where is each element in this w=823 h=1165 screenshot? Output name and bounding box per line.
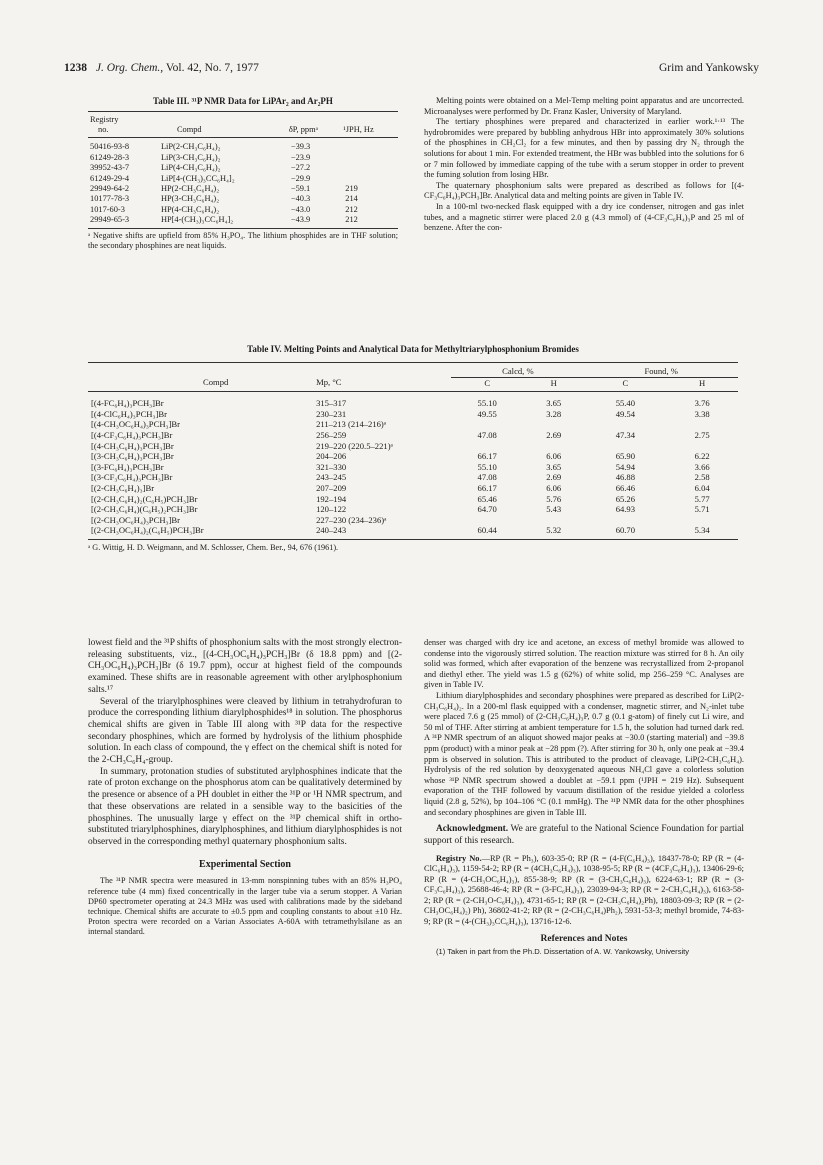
- calcd-c-cell: 65.46: [477, 493, 497, 504]
- paragraph: lowest field and the ³¹P shifts of phosphonium salts with the most strongly electron-releasing substituents, viz., [(4-CH₃OC₆H₄)₃PCH₃]Br (δ 18.8 ppm) and [(2-CH₃OC₆H₄)₃PCH₃]Br (δ 19.7 ppm), occur at highest field of the compounds examined. These shifts are in reasonable agreement with other arylphosphonium salts.¹⁷: [88, 638, 402, 695]
- found-h-cell: 6.04: [694, 482, 710, 493]
- found-h-cell: [666, 515, 738, 526]
- calcd-c-cell: 64.70: [477, 504, 497, 515]
- found-c-cell: 55.40: [615, 398, 636, 409]
- registry-no-cell: 29949-64-2: [90, 184, 130, 194]
- compound-cell: [(3-CF₃C₆H₄)₃PCH₃]Br: [91, 472, 173, 483]
- registry-no-cell: 39952-43-7: [90, 163, 130, 173]
- compound-cell: LiP(3-CH₃C₆H₄)₂: [160, 152, 221, 162]
- calcd-h-cell: 5.76: [546, 493, 562, 504]
- table-row: [88, 174, 398, 184]
- registry-no-cell: 10177-78-3: [90, 194, 130, 204]
- table-row: [88, 409, 738, 420]
- found-c-cell: 64.93: [615, 504, 636, 515]
- paragraph: Several of the triarylphosphines were cleaved by lithium in tetrahydrofuran to produce the corresponding lithium diarylphosphides¹⁸ in solution. The phosphorus chemical shifts are given in Table III along with ³¹P data for the respective secondary phosphines, which are formed by hydrolysis of the lithium phosphide solution. In each class of compound, the γ effect on the chemical shift is noted for the 2-CH₃C₆H₄-group.: [88, 696, 402, 766]
- calcd-h-cell: 3.65: [546, 398, 562, 409]
- shift-cell: −23.9: [290, 152, 311, 162]
- calcd-h-cell: 6.06: [546, 482, 562, 493]
- calcd-h-cell: 2.69: [546, 429, 562, 440]
- table-iii: [88, 111, 398, 229]
- found-c-cell: 60.70: [584, 525, 666, 539]
- calcd-c-cell: 47.08: [477, 472, 497, 483]
- mp-cell: 207–209: [316, 482, 347, 493]
- found-c-cell: [584, 515, 666, 526]
- table-iv-header-calcd-c: C: [451, 377, 523, 392]
- table-row: [88, 494, 738, 505]
- table-row: [88, 504, 738, 515]
- table-row: [88, 430, 738, 441]
- calcd-h-cell: 5.32: [523, 525, 584, 539]
- paragraph: Lithium diarylphosphides and secondary phosphines were prepared as described for LiP(2-CH₃C₆H₄)₂. In a 200-ml flask equipped with a condenser, magnetic stirrer, and N₂-inlet tube were placed 7.6 g (25 mmol) of (2-CH₃C₆H₄)₃P, 0.7 g (0.1 g-atom) of finely cut Li wire, and 50 ml of THF. After stirring at ambient temperature for 1.5 h, the solution had turned dark red. A ³¹P NMR spectrum of an aliquot showed major peaks at −30.0 (starting material) and −39.8 ppm (product) with a minor peak at −28 ppm (?). After stirring for 30 h, only one peak at −39.4 ppm is observed in solution. This is attributed to the product of cleavage, LiP(2-CH₃C₆H₄). Hydrolysis of the red solution by deoxygenated aqueous NH₄Cl gave a colorless solution whose ³¹P NMR spectrum showed a doublet at −59.1 ppm (¹JPH = 219 Hz). Subsequent evaporation of the THF followed by vacuum distillation of the residue yielded a colorless liquid (2.8 g, 52%), bp 104–106 °C (0.1 mmHg). The ³¹P NMR data for the other phosphines and secondary phosphines are given in Table III.: [424, 690, 744, 817]
- table-iv-header-calcd-h: H: [523, 377, 584, 392]
- calcd-h-cell: 3.28: [546, 408, 562, 419]
- calcd-c-cell: [451, 441, 523, 452]
- mp-cell: 204–206: [316, 451, 347, 462]
- found-h-cell: 5.77: [694, 493, 710, 504]
- table-iii-header-shift: δP, ppmᵃ: [287, 125, 341, 138]
- calcd-h-cell: [523, 419, 584, 430]
- calcd-c-cell: [451, 419, 523, 430]
- found-c-cell: [584, 419, 666, 430]
- found-h-cell: [666, 419, 738, 430]
- paragraph: The ³¹P NMR spectra were measured in 13-mm nonspinning tubes with an 85% H₃PO₄ reference tube (4 mm) fixed concentrically in the larger tube via a serum stopper. A Varian DP60 spectrometer operating at 24.3 MHz was used with calibrations made by the sideband technique. Chemical shifts are accurate to ±0.5 ppm and coupling constants to about ±10 Hz. Proton spectra were recorded on a Varian Associates A-60A with tetramethylsilane as an internal standard.: [88, 876, 402, 937]
- page-number: 1238: [64, 62, 87, 74]
- page-header: [64, 62, 759, 78]
- calcd-h-cell: 3.65: [546, 461, 562, 472]
- shift-cell: −43.0: [290, 204, 311, 214]
- mp-cell: 211–213 (214–216)ᵃ: [316, 419, 387, 430]
- shift-cell: −40.3: [290, 194, 311, 204]
- calcd-h-cell: [523, 515, 584, 526]
- compound-cell: [(4-CH₃OC₆H₄)₃PCH₃]Br: [91, 419, 180, 430]
- found-c-cell: 65.26: [615, 493, 636, 504]
- mp-cell: 219–220 (220.5–221)ᵃ: [316, 440, 393, 451]
- compound-cell: [(3-CH₃C₆H₄)₃PCH₃]Br: [91, 451, 174, 462]
- registry-label: Registry No.: [436, 853, 482, 863]
- compound-cell: [(2-CH₃OC₆H₄)₃PCH₃]Br: [91, 514, 180, 525]
- right-column-bottom: [424, 638, 744, 958]
- shift-cell: −39.3: [290, 142, 311, 152]
- table-iv-header-compd: Compd: [88, 377, 308, 392]
- found-c-cell: 66.46: [615, 482, 636, 493]
- found-c-cell: 49.54: [615, 408, 636, 419]
- coupling-cell: 214: [345, 194, 358, 204]
- table-row: [88, 462, 738, 473]
- table-row: [88, 441, 738, 452]
- compound-cell: [(2-CH₃C₆H₄)(C₆H₅)₂PCH₃]Br: [91, 504, 198, 515]
- table-row: [88, 451, 738, 462]
- table-iii-caption: Table III. ³¹P NMR Data for LiPAr₂ and Ar₂PH: [153, 96, 333, 106]
- compound-cell: [(3-FC₆H₄)₃PCH₃]Br: [91, 461, 164, 472]
- table-iv-block: [88, 344, 738, 553]
- table-iv-footnote: ᵃ G. Wittig, H. D. Weigmann, and M. Schlosser, Chem. Ber., 94, 676 (1961).: [88, 542, 339, 552]
- paragraph: The tertiary phosphines were prepared and characterized in earlier work.¹·¹³ The hydrobromides were prepared by bubbling anhydrous HBr into approximately 30% solutions of the phosphines in CH₂Cl₂ for a few minutes, and then by passing dry N₂ through the solutions for about 1 min. For extended treatment, the HBr was bubbled into the solutions for 6 or 7 min followed by immediate capping of the tube with a serum stopper in order to prevent the fuming solution from losing HBr.: [424, 117, 744, 180]
- table-row: [88, 215, 398, 228]
- found-h-cell: 3.66: [694, 461, 710, 472]
- compound-cell: HP(3-CH₃C₆H₄)₂: [160, 194, 220, 204]
- acknowledgment-label: Acknowledgment.: [436, 824, 509, 835]
- calcd-h-cell: 2.69: [546, 472, 562, 483]
- coupling-cell: 219: [345, 184, 358, 194]
- registry-no-cell: 50416-93-8: [90, 142, 130, 152]
- mp-cell: 192–194: [316, 493, 347, 504]
- mp-cell: 243–245: [316, 472, 347, 483]
- found-h-cell: 6.22: [694, 451, 710, 462]
- table-iii-header-compd: Compd: [159, 125, 287, 138]
- table-row: [88, 483, 738, 494]
- section-heading-references: References and Notes: [540, 933, 628, 944]
- table-iv-caption: Table IV. Melting Points and Analytical Data for Methyltriarylphosphonium Bromides: [247, 344, 579, 354]
- compound-cell: [(4-CF₃C₆H₄)₃PCH₃]Br: [91, 429, 173, 440]
- compound-cell: LiP(4-CH₃C₆H₄)₂: [160, 163, 221, 173]
- compound-cell: [(4-ClC₆H₄)₃PCH₃]Br: [91, 408, 167, 419]
- table-row: [88, 163, 398, 173]
- mp-cell: 315–317: [316, 398, 347, 409]
- registry-text: —RP (R = Ph₃), 603-35-0; RP (R = (4-F(C₆H₄)₃), 18437-78-0; RP (R = (4-ClC₆H₄)₃), 1159-54-2; RP (R = (4CH₃C₆H₄)₃), 1038-95-5; RP (R = (4CF₃C₆H₄)₃), 13406-29-6; RP (R = (4-CH₃OC₆H₄)₃), 855-38-9; RP (R = (3-CH₃C₆H₄)₃), 6224-63-1; RP (R = (3-CF₃C₆H₄)₃), 25688-46-4; RP (R = (3-FC₆H₄)₃), 23039-94-3; RP (R = 2-CH₃C₆H₄)₃), 6163-58-2; RP (R = (2-CH₃O-C₆H₄)₃), 4731-65-1; RP (R = (2-CH₃C₆H₄)₂Ph), 18803-09-3; RP (R = (2-CH₃OC₆H₄)₂) Ph), 36802-41-2; RP (R = (2-CH₃C₆H₄)Ph₂), 5931-53-3; methyl bromide, 74-83-9; RP (R = (4-(CH₃)₃CC₆H₄)₃), 13716-12-6.: [424, 853, 745, 927]
- compound-cell: HP(4-CH₃C₆H₄)₂: [160, 204, 220, 214]
- table-row: [88, 419, 738, 430]
- table-iv-group-found: Found, %: [584, 363, 738, 378]
- acknowledgment: [424, 824, 744, 847]
- calcd-h-cell: [523, 441, 584, 452]
- mp-cell: 240–243: [308, 525, 451, 539]
- calcd-c-cell: 49.55: [477, 408, 497, 419]
- shift-cell: −27.2: [290, 163, 311, 173]
- table-row: [88, 515, 738, 526]
- found-h-cell: 3.76: [694, 398, 710, 409]
- found-h-cell: 5.71: [694, 504, 710, 515]
- table-row: [88, 525, 738, 539]
- compound-cell: [(4-CH₃C₆H₄)₃PCH₃]Br: [91, 440, 174, 451]
- registry-no-cell: 1017-60-3: [90, 204, 125, 214]
- table-iii-header-coupling: ¹JPH, Hz: [341, 125, 398, 138]
- table-iv-header-found-h: H: [666, 377, 738, 392]
- table-row: [88, 205, 398, 215]
- found-h-cell: 2.75: [694, 429, 710, 440]
- found-h-cell: 5.34: [666, 525, 738, 539]
- table-row: [88, 472, 738, 483]
- compound-cell: HP[4-(CH₃)₃CC₆H₄]₂: [159, 215, 287, 228]
- reference-1: (1) Taken in part from the Ph.D. Dissertation of A. W. Yankowsky, University: [436, 947, 690, 957]
- paragraph: The quaternary phosphonium salts were prepared as described as follows for [(4-CF₃C₆H₄)₃PCH₃]Br. Analytical data and melting points are given in Table IV.: [424, 180, 744, 201]
- compound-cell: [(2-CH₃C₆H₄)₂(C₆H₅)PCH₃]Br: [91, 493, 198, 504]
- calcd-c-cell: 66.17: [477, 482, 497, 493]
- compound-cell: LiP[4-(CH₃)₃CC₆H₄]₂: [160, 173, 235, 183]
- found-h-cell: 2.58: [694, 472, 710, 483]
- mp-cell: 321–330: [316, 461, 347, 472]
- shift-cell: −59.1: [290, 184, 311, 194]
- registry-no-cell: 29949-65-3: [88, 215, 159, 228]
- registry-no-cell: 61249-28-3: [90, 152, 130, 162]
- journal-volume: Vol. 42, No. 7, 1977: [165, 62, 259, 74]
- calcd-h-cell: 6.06: [546, 451, 562, 462]
- shift-cell: −43.9: [287, 215, 341, 228]
- calcd-c-cell: 55.10: [477, 461, 497, 472]
- found-h-cell: [666, 441, 738, 452]
- table-row: [88, 392, 738, 409]
- table-iii-header-no: no.: [88, 125, 159, 138]
- shift-cell: −29.9: [290, 173, 311, 183]
- calcd-c-cell: 66.17: [477, 451, 497, 462]
- found-c-cell: 54.94: [615, 461, 636, 472]
- mp-cell: 120–122: [316, 504, 347, 515]
- mp-cell: 256–259: [316, 429, 347, 440]
- mp-cell: 230–231: [316, 408, 347, 419]
- coupling-cell: [341, 174, 398, 184]
- left-column-bottom: [88, 638, 402, 938]
- table-iv: [88, 362, 738, 540]
- compound-cell: [(2-CH₃C₆H₄)₃]Br: [91, 482, 155, 493]
- calcd-h-cell: 5.43: [546, 504, 562, 515]
- journal-name: J. Org. Chem.,: [95, 62, 164, 74]
- coupling-cell: 212: [341, 215, 398, 228]
- table-row: [88, 194, 398, 204]
- registry-numbers: [424, 854, 744, 928]
- found-c-cell: 46.88: [615, 472, 636, 483]
- table-row: [88, 153, 398, 163]
- mp-cell: 227–230 (234–236)ᵃ: [316, 514, 387, 525]
- coupling-cell: [341, 163, 398, 173]
- compound-cell: [(4-FC₆H₄)₃PCH₃]Br: [91, 398, 164, 409]
- coupling-cell: 212: [345, 204, 358, 214]
- table-iii-footnote: ᵃ Negative shifts are upfield from 85% H₃PO₄. The lithium phosphides are in THF solution; the secondary phosphines are neat liquids.: [88, 230, 398, 250]
- table-iii-header-registry: Registry: [88, 111, 159, 125]
- calcd-c-cell: 60.44: [451, 525, 523, 539]
- compound-cell: [(2-CH₃OC₆H₄)₂(C₆H₅)PCH₃]Br: [88, 525, 308, 539]
- table-iv-group-calcd: Calcd, %: [451, 363, 584, 378]
- calcd-c-cell: 55.10: [477, 398, 497, 409]
- found-c-cell: 65.90: [615, 451, 636, 462]
- paragraph: In a 100-ml two-necked flask equipped with a dry ice condenser, nitrogen and gas inlet tubes, and a magnetic stirrer were placed 2.0 g (4.3 mmol) of (4-CF₃C₆H₄)₃P and 25 ml of benzene. After the con-: [424, 201, 744, 233]
- section-heading-experimental: Experimental Section: [199, 858, 291, 870]
- paragraph: Melting points were obtained on a Mel-Temp melting point apparatus and are uncorrected. Microanalyses were performed by Dr. Franz Kasler, University of Maryland.: [424, 96, 744, 116]
- table-iv-header-mp: Mp, °C: [308, 377, 451, 392]
- calcd-c-cell: [451, 515, 523, 526]
- table-iv-header-found-c: C: [584, 377, 666, 392]
- found-c-cell: 47.34: [615, 429, 636, 440]
- paragraph: denser was charged with dry ice and acetone, an excess of methyl bromide was allowed to condense into the vigorously stirred solution. The reaction mixture was stirred for 8 h. An oily solid was formed, which after evaporation of the benzene was recrystallized from 2-propanol and diethyl ether. The yield was 1.5 g (62%) of white solid, mp 256–259 °C. Analyses are given in Table IV.: [424, 638, 744, 690]
- coupling-cell: [341, 138, 398, 153]
- compound-cell: LiP(2-CH₃C₆H₄)₂: [160, 142, 221, 152]
- acknowledgment-text: We are grateful to the National Science Foundation for partial support of this research.: [424, 824, 744, 846]
- paragraph: In summary, protonation studies of substituted arylphosphines indicate that the rate of proton exchange on the phosphorus atom can be qualitatively determined by the presence or absence of a PH doublet in either the ³¹P or ¹H NMR spectrum, and that these observations are related in a sensible way to the basicities of the phosphines. The unusually large γ effect on the ³¹P chemical shift in ortho-substituted triarylphosphines, diarylphosphines, and lithium diarylphosphides is not observed in the corresponding methyl quaternary phosphonium salts.: [88, 766, 402, 847]
- table-row: [88, 184, 398, 194]
- registry-no-cell: 61249-29-4: [90, 173, 130, 183]
- running-authors: Grim and Yankowsky: [659, 62, 759, 74]
- coupling-cell: [341, 153, 398, 163]
- found-h-cell: 3.38: [694, 408, 710, 419]
- table-iii-block: [88, 96, 398, 251]
- calcd-c-cell: 47.08: [477, 429, 497, 440]
- table-row: [88, 138, 398, 153]
- found-c-cell: [584, 441, 666, 452]
- right-column-top: [424, 96, 744, 234]
- compound-cell: HP(2-CH₃C₆H₄)₂: [160, 184, 220, 194]
